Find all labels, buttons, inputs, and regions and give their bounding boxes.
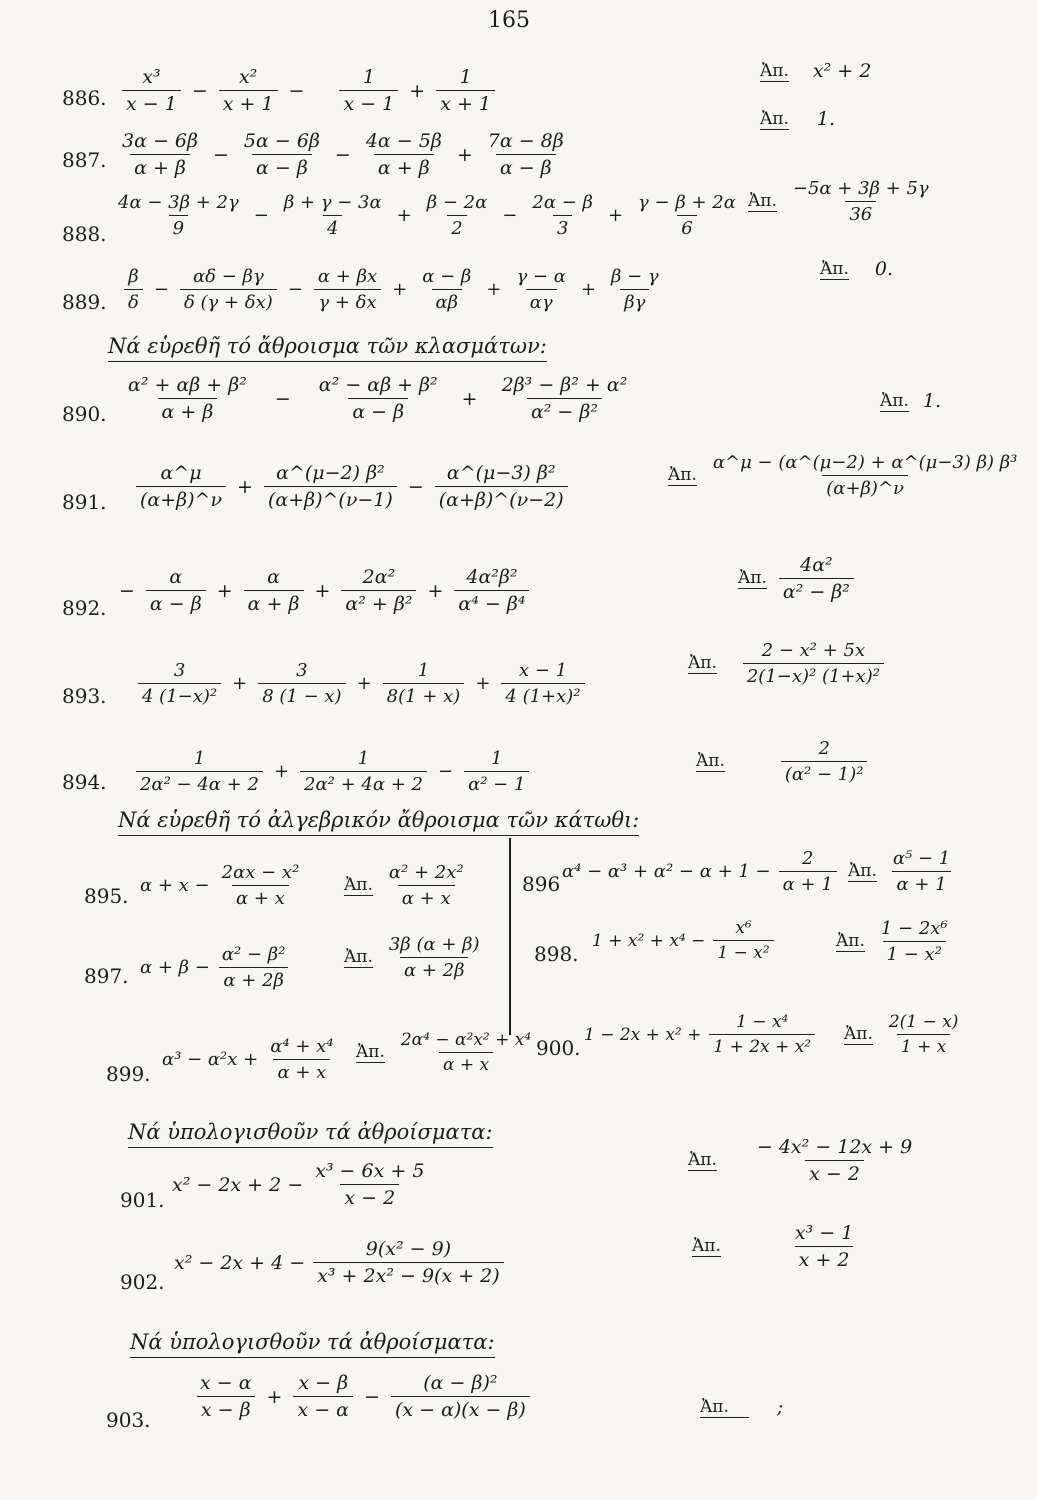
fraction: $\frac{\text{α\textasciicircum{}μ − (α\textasciicircum{}(μ−2) + α\textasciicircum{}(μ−3) β) β³}}{(\alpha+\beta)\^{}\nu}$ [712,452,1018,499]
fraction: $\frac{\gamma - \beta + 2\alpha}{6}$ [638,192,736,239]
fraction: $\frac{\text{4α²β²}}{\text{α⁴ − β⁴}}$ [454,566,529,615]
problem-890-answer: Ἀπ. 1. [880,390,941,412]
fraction: $\frac{\text{9(x² − 9)}}{\text{x³ + 2x² − 9(x + 2)}}$ [313,1238,503,1287]
fraction: $\frac{\text{x³ − 6x + 5}}{x - 2}$ [315,1160,425,1209]
problem-number: 888. [62,222,107,246]
fraction: $\frac{\text{α² − β²}}{\alpha + 2\beta}$ [218,944,290,991]
problem-902-expression: x² − 2x + 4 − $\frac{\text{9(x² − 9)}}{\text{x³ + 2x² − 9(x + 2)}}$ [172,1238,510,1287]
fraction: $\frac{1}{x + 1}$ [436,66,495,115]
fraction: $\frac{\text{2α⁴ − α²x² + x⁴}}{\alpha + x}$ [400,1030,532,1075]
problem-890-expression: $\frac{\text{α² + αβ + β²}}{\alpha + \beta}$ − $\frac{\text{α² − αβ + β²}}{\alpha - \beta}$ + $\frac{\text{2β³ − β² + α²}}{\text{α² − β²}}$ [118,374,637,423]
fraction: $\frac{\beta - \gamma}{\beta\gamma}$ [610,266,659,313]
problem-900-answer: Ἀπ. $\frac{2(1 - x)}{1 + x}$ [844,1012,968,1057]
problem-887-answer: Ἀπ. 1. [760,108,835,130]
fraction: $\frac{1}{\text{2α² + 4α + 2}}$ [300,748,427,795]
section-heading: Νά εὑρεθῆ τό ἀλγεβρικόν ἄθροισμα τῶν κάτωθι: [118,808,639,836]
fraction: $\frac{\text{α² + αβ + β²}}{\alpha + \beta}$ [128,374,247,423]
fraction: $\frac{\text{x²}}{x + 1}$ [219,66,278,115]
fraction: $\frac{2}{\alpha + 1}$ [779,848,837,895]
problem-895-answer: Ἀπ. $\frac{\text{α² + 2x²}}{\alpha + x}$ [344,862,474,909]
fraction: $\frac{\text{2αx − x²}}{\alpha + x}$ [221,862,300,909]
problem-892-expression: − $\frac{\alpha}{\alpha - \beta}$ + $\frac{\alpha}{\alpha + \beta}$ + $\frac{\text{2α²}}{\text{α² + β²}}$ + $\frac{\text{4α²β²}}{\text{α⁴ − β⁴}}$ [114,566,535,615]
fraction: $\frac{\beta - 2\alpha}{2}$ [426,192,488,239]
section-heading: Νά εὑρεθῆ τό ἄθροισμα τῶν κλασμάτων: [108,334,547,362]
fraction: $\frac{7\alpha - 8\beta}{\alpha - \beta}$ [487,130,564,179]
problem-894-answer: Ἀπ. $\frac{2}{\text{(α² − 1)²}}$ [696,738,873,785]
problem-893-answer: Ἀπ. $\frac{\text{2 − x² + 5x}}{\text{2(1−x)² (1+x)²}}$ [688,640,890,687]
problem-number: 899. [106,1062,151,1086]
fraction: $\frac{x - \beta}{x - \alpha}$ [293,1372,353,1421]
fraction: $\frac{\text{4α²}}{\text{α² − β²}}$ [779,554,854,603]
problem-number: 894. [62,770,107,794]
fraction: $\frac{3}{\text{4 (1−x)²}}$ [138,660,221,707]
problem-896-answer: Ἀπ. $\frac{\text{α⁵ − 1}}{\alpha + 1}$ [848,848,960,895]
page-number: 165 [488,8,530,33]
fraction: $\frac{\text{− 4x² − 12x + 9}}{x - 2}$ [756,1136,913,1185]
section-heading: Νά ὑπολογισθοῦν τά ἀθροίσματα: [128,1120,493,1148]
problem-891-answer: Ἀπ. $\frac{\text{α\textasciicircum{}μ − (α\textasciicircum{}(μ−2) + α\textasciicircum{}(μ−3) β) β³}}{(\alpha+\beta)\^{}\nu}$ [668,452,1027,499]
fraction: $\frac{\text{α² + 2x²}}{\alpha + x}$ [388,862,464,909]
problem-number: 887. [62,148,107,172]
problem-number: 901. [120,1188,165,1212]
fraction: $\frac{2(1 - x)}{1 + x}$ [888,1012,959,1057]
fraction: $\frac{\beta + \gamma - 3\alpha}{4}$ [283,192,382,239]
fraction: $\frac{3\beta (\alpha + \beta)}{\alpha + 2\beta}$ [388,934,480,981]
problem-901-expression: x² − 2x + 2 − $\frac{\text{x³ − 6x + 5}}{x - 2}$ [170,1160,434,1209]
fraction: $\frac{\text{α\textasciicircum{}(μ−3) β²}}{(\alpha+\beta)\^{}(\nu-2)}$ [435,462,568,511]
fraction: $\frac{\text{2β³ − β² + α²}}{\text{α² − β²}}$ [501,374,628,423]
fraction: $\frac{\gamma - \alpha}{\alpha\gamma}$ [516,266,566,313]
fraction: $\frac{\text{α⁴ + x⁴}}{\alpha + x}$ [270,1036,334,1083]
fraction: $\frac{\text{1 − 2x⁶}}{\text{1 − x²}}$ [880,918,948,965]
fraction: $\frac{\text{α\textasciicircum{}(μ−2) β²}}{(\alpha+\beta)\^{}(\nu-1)}$ [264,462,397,511]
fraction: $\frac{\alpha\^{}\mu}{(\alpha+\beta)\^{}\nu}$ [136,462,226,511]
fraction: $\frac{\text{α² − αβ + β²}}{\alpha - \beta}$ [318,374,438,423]
fraction: $\frac{3}{8 (1 - x)}$ [258,660,345,707]
problem-897-expression: α + β − $\frac{\text{α² − β²}}{\alpha + 2\beta}$ [138,944,295,991]
problem-888-answer: Ἀπ. $\frac{-5\alpha + 3\beta + 5\gamma}{36}$ [748,178,939,225]
fraction: $\frac{\text{1 − x⁴}}{\text{1 + 2x + x²}}$ [709,1012,815,1057]
problem-number: 891. [62,490,107,514]
problem-number: 900. [536,1036,581,1060]
fraction: $\frac{4\alpha - 3\beta + 2\gamma}{9}$ [118,192,239,239]
problem-number: 890. [62,402,107,426]
problem-902-answer: Ἀπ. $\frac{\text{x³ − 1}}{x + 2}$ [692,1222,863,1271]
fraction: $\frac{1}{\text{2α² − 4α + 2}}$ [136,748,263,795]
fraction: $\frac{\text{α⁵ − 1}}{\alpha + 1}$ [892,848,951,895]
problem-number: 903. [106,1408,151,1432]
fraction: $\frac{5\alpha - 6\beta}{\alpha - \beta}$ [243,130,320,179]
problem-892-answer: Ἀπ. $\frac{\text{4α²}}{\text{α² − β²}}$ [738,554,860,603]
fraction: $\frac{\alpha - \beta}{\alpha\beta}$ [422,266,472,313]
fraction: $\frac{\text{(α − β)²}}{(x - \alpha)(x - \beta)}$ [391,1372,530,1421]
fraction: $\frac{4\alpha - 5\beta}{\alpha + \beta}$ [365,130,442,179]
fraction: $\frac{\beta}{\delta}$ [124,266,143,313]
problem-number: 892. [62,596,107,620]
fraction: $\frac{\text{x⁶}}{\text{1 − x²}}$ [713,918,773,963]
problem-number: 886. [62,86,107,110]
section-heading: Νά ὑπολογισθοῦν τά ἀθροίσματα: [130,1330,495,1358]
fraction: $\frac{\text{x³}}{x - 1}$ [122,66,181,115]
fraction: $\frac{1}{\text{α² − 1}}$ [464,748,529,795]
fraction: $\frac{\text{2 − x² + 5x}}{\text{2(1−x)² (1+x)²}}$ [743,640,884,687]
problem-894-expression: $\frac{1}{\text{2α² − 4α + 2}}$ + $\frac{1}{\text{2α² + 4α + 2}}$ − $\frac{1}{\text{α² − 1}}$ [130,748,535,795]
fraction: $\frac{\alpha\delta - \beta\gamma}{\delta (\gamma + \delta x)}$ [180,266,277,313]
problem-903-answer: Ἀπ. ; [700,1396,784,1418]
problem-number: 889. [62,290,107,314]
problem-number: 898. [534,942,579,966]
problem-898-expression: 1 + x² + x⁴ − $\frac{\text{x⁶}}{\text{1 − x²}}$ [590,918,780,963]
column-divider [509,838,511,1035]
problem-889-answer: Ἀπ. 0. [820,258,893,280]
fraction: $\frac{x - 1}{\text{4 (1+x)²}}$ [501,660,584,707]
problem-891-expression: $\frac{\alpha\^{}\mu}{(\alpha+\beta)\^{}\nu}$ + $\frac{\text{α\textasciicircum{}(μ−2) β²}}{(\alpha+\beta)\^{}(\nu-1)}$ − $\frac{\text{α\textasciicircum{}(μ−3) β²}}{(\alpha+\beta)\^{}(\nu-2)}$ [130,462,574,511]
fraction: $\frac{1}{x - 1}$ [339,66,398,115]
fraction: $\frac{\alpha + \beta x}{\gamma + \delta x}$ [314,266,381,313]
problem-896-expression: α⁴ − α³ + α² − α + 1 − $\frac{2}{\alpha + 1}$ [560,848,843,895]
problem-901-answer: Ἀπ. $\frac{\text{− 4x² − 12x + 9}}{x - 2}$ [688,1136,922,1185]
problem-888-expression: $\frac{4\alpha - 3\beta + 2\gamma}{9}$ − $\frac{\beta + \gamma - 3\alpha}{4}$ + $\frac{\beta - 2\alpha}{2}$ − $\frac{2\alpha - \beta}{3}$ + $\frac{\gamma - \beta + 2\alpha}{6}$ [108,192,746,239]
fraction: $\frac{3\alpha - 6\beta}{\alpha + \beta}$ [122,130,198,179]
problem-897-answer: Ἀπ. $\frac{3\beta (\alpha + \beta)}{\alpha + 2\beta}$ [344,934,490,981]
problem-903-expression: $\frac{x - \alpha}{x - \beta}$ + $\frac{x - \beta}{x - \alpha}$ − $\frac{\text{(α − β)²}}{(x - \alpha)(x - \beta)}$ [190,1372,536,1421]
problem-number: 896 [522,872,561,896]
fraction: $\frac{\alpha}{\alpha + \beta}$ [244,566,304,615]
problem-number: 897. [84,964,129,988]
problem-886-answer: Ἀπ. x² + 2 [760,60,872,82]
problem-893-expression: $\frac{3}{\text{4 (1−x)²}}$ + $\frac{3}{8 (1 - x)}$ + $\frac{1}{8(1 + x)}$ + $\frac{x - 1}{\text{4 (1+x)²}}$ [132,660,591,707]
fraction: $\frac{\text{2α²}}{\text{α² + β²}}$ [341,566,416,615]
fraction: $\frac{-5\alpha + 3\beta + 5\gamma}{36}$ [792,178,929,225]
problem-number: 902. [120,1270,165,1294]
fraction: $\frac{\text{x³ − 1}}{x + 2}$ [794,1222,854,1271]
problem-895-expression: α + x − $\frac{\text{2αx − x²}}{\alpha + x}$ [138,862,309,909]
problem-899-expression: α³ − α²x + $\frac{\text{α⁴ + x⁴}}{\alpha + x}$ [160,1036,344,1083]
fraction: $\frac{x - \alpha}{x - \beta}$ [196,1372,256,1421]
problem-number: 895. [84,884,129,908]
fraction: $\frac{2}{\text{(α² − 1)²}}$ [781,738,868,785]
problem-900-expression: 1 − 2x + x² + $\frac{\text{1 − x⁴}}{\text{1 + 2x + x²}}$ [582,1012,821,1057]
problem-898-answer: Ἀπ. $\frac{\text{1 − 2x⁶}}{\text{1 − x²}}$ [836,918,958,965]
problem-899-answer: Ἀπ. $\frac{\text{2α⁴ − α²x² + x⁴}}{\alpha + x}$ [356,1030,541,1075]
problem-886-expression: $\frac{\text{x³}}{x - 1}$ − $\frac{\text{x²}}{x + 1}$ − $\frac{1}{x - 1}$ + $\frac{1}{x + 1}$ [116,66,501,115]
fraction: $\frac{\alpha}{\alpha - \beta}$ [146,566,206,615]
problem-887-expression: $\frac{3\alpha - 6\beta}{\alpha + \beta}$ − $\frac{5\alpha - 6\beta}{\alpha - \beta}$ − $\frac{4\alpha - 5\beta}{\alpha + \beta}$ + $\frac{7\alpha - 8\beta}{\alpha - \beta}$ [112,130,574,179]
problem-889-expression: $\frac{\beta}{\delta}$ − $\frac{\alpha\delta - \beta\gamma}{\delta (\gamma + \delta x)}$ − $\frac{\alpha + \beta x}{\gamma + \delta x}$ + $\frac{\alpha - \beta}{\alpha\beta}$ + $\frac{\gamma - \alpha}{\alpha\gamma}$ + $\frac{\beta - \gamma}{\beta\gamma}$ [118,266,669,313]
problem-number: 893. [62,684,107,708]
fraction: $\frac{1}{8(1 + x)}$ [383,660,465,707]
fraction: $\frac{2\alpha - \beta}{3}$ [532,192,593,239]
